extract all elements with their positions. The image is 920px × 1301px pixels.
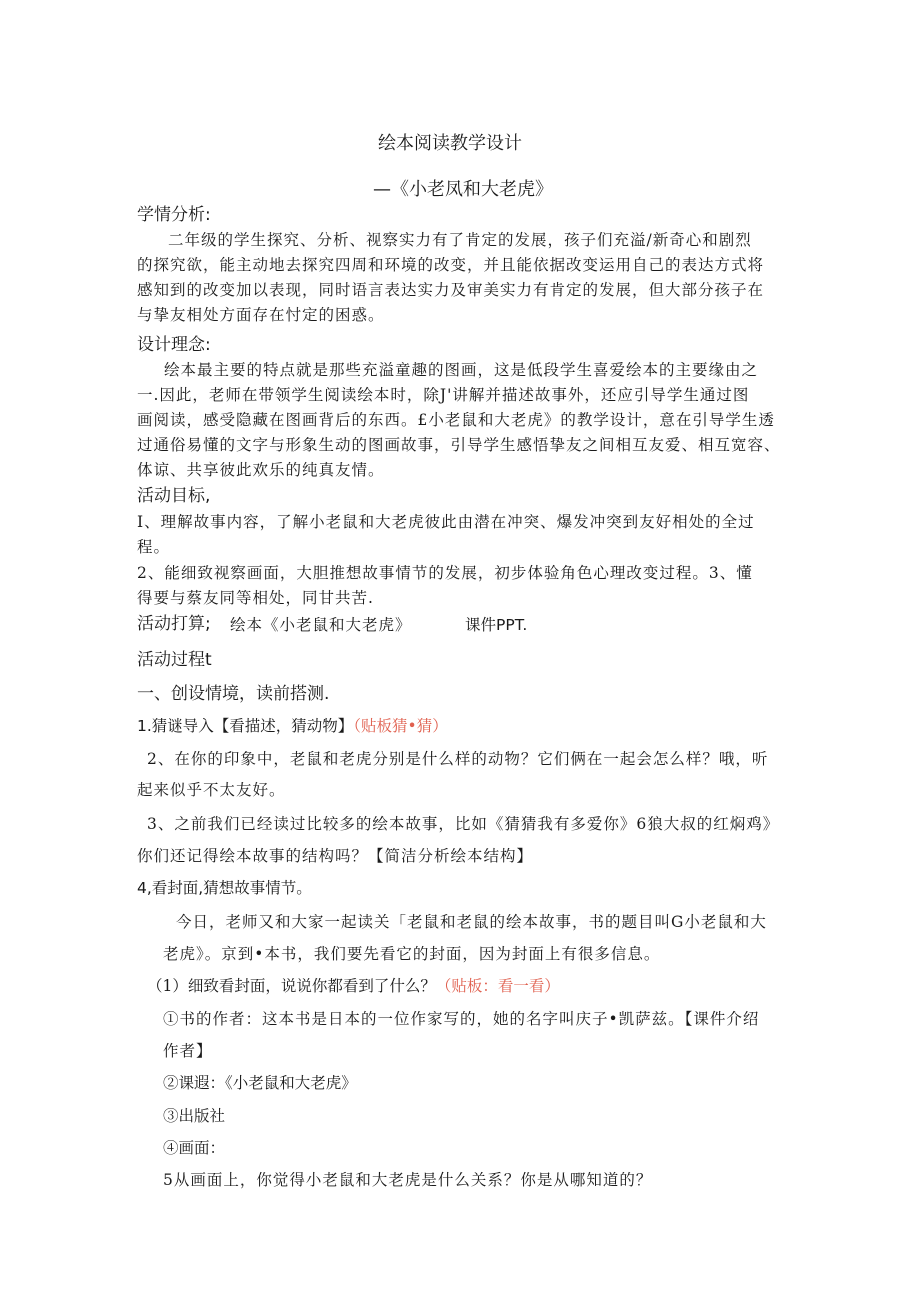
process-item-1	[137, 716, 448, 736]
step1-heading: 一、创设情境，读前搭测.	[137, 684, 330, 704]
analysis-line: 与挚友相处方面存在忖定的困惑。	[137, 306, 385, 324]
cover-author-line: 作者】	[163, 1042, 213, 1060]
process-item-3-line: 3、之前我们已经读过比较多的绘本故事，比如《猜猜我有多爱你》6狼大叔的红焖鸡》	[147, 815, 780, 833]
doc-title: 绘本阅读教学设计	[378, 133, 522, 154]
question-1	[147, 976, 560, 996]
process-item-4: 4,看封面,猜想故事情节。	[137, 879, 312, 897]
process-item-3-line: 你们还记得绘本故事的结构吗？【简洁分析绘本结构】	[137, 847, 534, 865]
concept-line: 画阅读，感受隐藏在图画背后的东西。£小老鼠和大老虎》的教学设计，意在引导学生透	[137, 411, 775, 429]
today-line: 老虎》。京到•本书，我们要先看它的封面，因为封面上有很多信息。	[163, 945, 661, 963]
concept-line: 一.因此，老师在带领学生阅读绘本时，除J'讲解并描述故事外，还应引导学生通过图	[137, 386, 750, 404]
process-item-2-line: 起来似乎不太友好。	[137, 781, 286, 799]
goal-line: 程。	[137, 538, 171, 556]
cover-item-relation: 5从画面上，你觉得小老鼠和大老虎是什么关系？你是从哪知道的？	[163, 1171, 653, 1189]
concept-line: 体谅、共享彼此欢乐的纯真友情。	[137, 461, 385, 479]
prep-item-ppt: 课件PPT.	[465, 616, 528, 634]
cover-item-publisher: ③出版社	[163, 1107, 226, 1125]
cover-author-line: ①书的作者：这本书是日本的一位作家写的，她的名字叫庆子•凯萨兹。【课件介绍	[163, 1010, 760, 1028]
concept-line: 绘本最主要的特点就是那些充溢童趣的图画，这是低段学生喜爱绘本的主要缘由之	[164, 361, 759, 379]
process-heading: 活动过程t	[137, 650, 212, 670]
cover-item-picture: ④画面：	[163, 1139, 226, 1157]
concept-line: 过通俗易懂的文字与形象生动的图画故事，引导学生感悟挚友之间相互友爱、相互宽容、	[137, 436, 781, 454]
process-item-2-line: 2、在你的印象中，老鼠和老虎分别是什么样的动物？它们俩在一起会怎么样？哦，听	[147, 750, 769, 768]
concept-heading: 设计理念:	[137, 335, 211, 355]
cover-item-title: ②课遐：《小老鼠和大老虎》	[163, 1074, 357, 1092]
today-line: 今日，老师又和大家一起读关「老鼠和老鼠的绘本故事，书的题目叫G小老鼠和大	[176, 913, 767, 931]
goals-heading: 活动目标,	[137, 486, 211, 506]
question-1-text: （1）细致看封面，说说你都看到了什么？	[147, 977, 436, 995]
doc-subtitle: —《小老凤和大老虎》	[373, 179, 553, 200]
prep-heading: 活动打算;	[137, 614, 211, 634]
board-note: （贴板猜•猜）	[353, 717, 448, 735]
goal-line: 2、能细致视察画面，大胆推想故事情节的发展，初步体验角色心理改变过程。3、懂	[137, 564, 753, 582]
analysis-heading: 学情分析:	[137, 205, 211, 225]
analysis-line: 的探究欲，能主动地去探究四周和环境的改变，并且能依据改变运用自己的表达方式将	[137, 256, 765, 274]
analysis-line: 感知到的改变加以表现，同时语言表达实力及审美实力有肯定的发展，但大部分孩子在	[137, 281, 765, 299]
board-note: （贴板：看一看）	[435, 977, 560, 995]
goal-line: 得要与蔡友同等相处，同甘共苦.	[137, 589, 374, 607]
analysis-line: 二年级的学生探究、分析、视察实力有了肯定的发展，孩子们充溢/新奇心和剧烈	[168, 231, 752, 249]
process-item-1-text: 1.猜谜导入【看描述，猜动物】	[137, 717, 354, 735]
goal-line: I、理解故事内容，了解小老鼠和大老虎彼此由潜在冲突、爆发冲突到友好相处的全过	[137, 513, 755, 531]
prep-item-book: 绘本《小老鼠和大老虎》	[230, 616, 412, 634]
